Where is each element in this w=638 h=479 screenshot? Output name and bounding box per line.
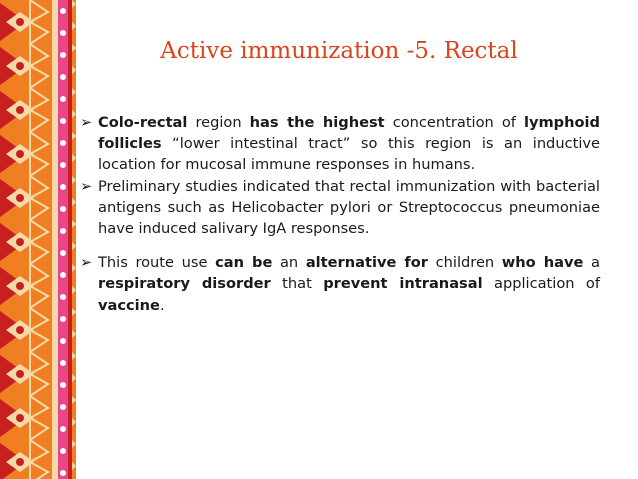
bold-text-segment: who have xyxy=(501,254,584,272)
arrow-bullet-icon: ➢ xyxy=(80,254,93,272)
slide-title: Active immunization -5. Rectal xyxy=(160,38,518,64)
text-segment: that xyxy=(270,275,324,293)
decorative-border xyxy=(0,0,76,479)
bullet-item xyxy=(80,112,600,176)
text-segment: an xyxy=(272,254,306,272)
text-segment: region xyxy=(187,114,250,131)
bold-text-segment: Colo-rectal xyxy=(98,114,188,131)
bold-text-segment: can be xyxy=(215,254,273,272)
text-segment: . xyxy=(159,296,165,314)
text-segment: Preliminary studies indicated that rectal immunization with bacterial antigens such as Helicobacter pylori or Streptococcus pneumoniae have induced salivary IgA responses. xyxy=(98,177,600,238)
text-segment: application of xyxy=(482,275,600,293)
bold-text-segment: lymphoid follicles xyxy=(98,114,600,153)
bullet-text xyxy=(98,178,600,237)
text-segment: “lower intestinal tract” so this region is an inductive location for mucosal immune responses in humans. xyxy=(98,135,600,174)
bold-text-segment: has the highest xyxy=(249,114,385,131)
bullet-text xyxy=(98,254,600,313)
bullet-item xyxy=(80,176,600,240)
text-segment: concentration of xyxy=(384,114,524,131)
text-segment: This route use xyxy=(98,254,216,272)
arrow-bullet-icon: ➢ xyxy=(80,177,93,195)
bullet-item xyxy=(80,252,600,316)
bold-text-segment: alternative for xyxy=(305,254,428,272)
bullet-text xyxy=(98,114,600,173)
bold-text-segment: respiratory disorder xyxy=(98,275,271,293)
arrow-bullet-icon: ➢ xyxy=(80,114,93,131)
text-segment: a xyxy=(583,254,600,272)
text-segment: children xyxy=(428,254,502,272)
bold-text-segment: prevent intranasal xyxy=(323,275,483,293)
bullet-list xyxy=(80,112,600,316)
bold-text-segment: vaccine xyxy=(98,296,160,314)
